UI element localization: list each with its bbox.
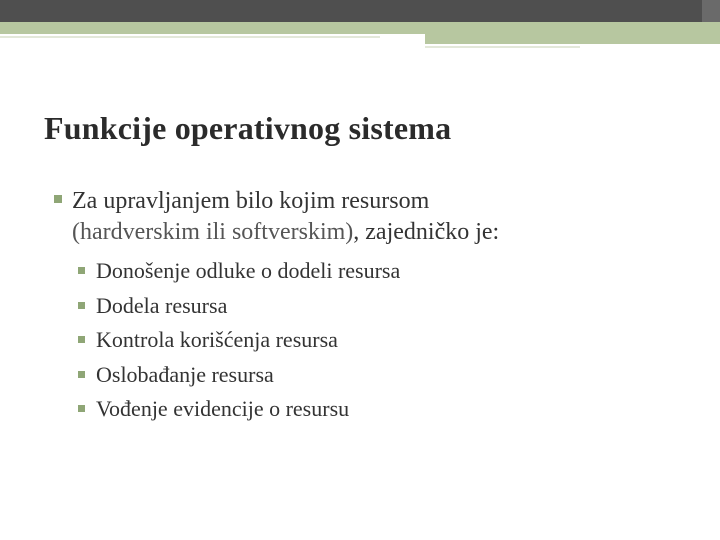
slide-title: Funkcije operativnog sistema — [44, 110, 452, 146]
square-bullet-icon — [78, 302, 85, 309]
sub-bullet-list — [78, 254, 400, 427]
list-item-label: Dodela resursa — [96, 292, 228, 318]
square-bullet-icon — [78, 336, 85, 343]
main-bullet-tail: , zajedničko je: — [353, 219, 500, 245]
header-bar-green — [0, 22, 720, 34]
square-bullet-icon — [78, 371, 85, 378]
square-bullet-icon — [78, 267, 85, 274]
list-item-label: Oslobađanje resursa — [96, 361, 274, 387]
list-item — [78, 289, 400, 324]
header-bar-corner — [702, 0, 720, 22]
list-item — [78, 323, 400, 358]
main-bullet-lead: Za upravljanjem bilo kojim resursom — [72, 188, 430, 214]
main-bullet-point — [54, 186, 674, 248]
square-bullet-icon — [78, 405, 85, 412]
list-item-label: Kontrola korišćenja resursa — [96, 327, 338, 352]
list-item-label: Vođenje evidencije o resursu — [96, 396, 350, 421]
list-item-label: Donošenje odluke o dodeli resursa — [96, 258, 401, 283]
list-item — [78, 254, 400, 289]
header-bar-green-tab — [425, 34, 720, 44]
main-bullet-paren: (hardverskim ili softverskim) — [72, 219, 354, 245]
list-item — [78, 392, 400, 427]
header-bar-dark — [0, 0, 702, 22]
header-rule-left — [0, 36, 380, 38]
header-rule-mid — [425, 46, 580, 48]
square-bullet-icon — [54, 195, 62, 203]
main-bullet-text — [54, 186, 674, 248]
list-item — [78, 358, 400, 393]
